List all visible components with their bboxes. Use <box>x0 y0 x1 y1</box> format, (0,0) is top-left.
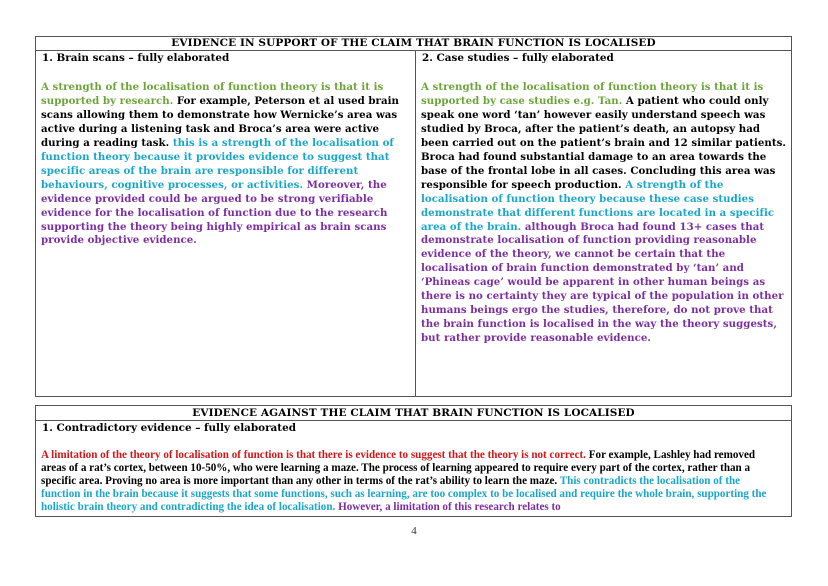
case-studies-heading: 2. Case studies – fully elaborated <box>422 52 614 64</box>
brain-scans-paragraph <box>41 81 411 248</box>
evidence-for-title: EVIDENCE IN SUPPORT OF THE CLAIM THAT BRAIN FUNCTION IS LOCALISED <box>36 37 791 51</box>
case-studies-explanation: A strength of the localisation of function theory because these case studies demonstrate that different functions are located in a specific area of the brain. <box>421 178 775 233</box>
brain-scans-cell <box>36 51 416 396</box>
brain-scans-evidence: For example, Peterson et al used brain scans allowing them to demonstrate how Wernicke’s area was active during a listening task and Broca’s area were active during a reading task. <box>41 94 400 149</box>
evidence-against-table <box>35 405 792 517</box>
evidence-for-columns <box>36 51 791 396</box>
brain-scans-evaluation: Moreover, the evidence provided could be argued to be strong verifiable evidence for the localisation of function due to the research supporting the theory being highly empirical as brain scans provide objective evidence. <box>41 178 388 247</box>
case-studies-point: A strength of the localisation of function theory is that it is supported by case studies e.g. Tan. <box>421 81 764 107</box>
contradictory-evidence-heading: 1. Contradictory evidence – fully elaborated <box>42 422 296 434</box>
contradictory-evidence-cell <box>36 421 791 516</box>
page-number: 4 <box>411 525 417 537</box>
evidence-for-table <box>35 36 792 397</box>
brain-scans-point: A strength of the localisation of function theory is that it is supported by research. <box>41 81 384 107</box>
brain-scans-explanation: this is a strength of the localisation of function theory because it provides evidence to suggest that specific areas of the brain are responsible for different behaviours, cognitive processes, or activities. <box>41 136 394 191</box>
evidence-against-title: EVIDENCE AGAINST THE CLAIM THAT BRAIN FUNCTION IS LOCALISED <box>36 406 791 421</box>
case-studies-cell <box>416 51 791 396</box>
contradictory-evidence-paragraph <box>41 449 781 514</box>
contradictory-evaluation: However, a limitation of this research relates to <box>335 501 561 513</box>
contradictory-point: A limitation of the theory of localisation of function is that there is evidence to suggest that the theory is not correct. <box>41 449 586 461</box>
case-studies-paragraph <box>421 81 787 346</box>
case-studies-evaluation: although Broca had found 13+ cases that demonstrate localisation of function providing reasonable evidence of the theory, we cannot be certain that the localisation of brain function demonstrated by ‘tan’ and ‘Phineas cage’ would be apparent in other human beings as there is no certainty they are typical of the population in other humans beings ergo the studies, therefore, do not prove that the brain function is localised in the way the theory suggests, but rather provide reasonable evidence. <box>421 220 784 345</box>
contradictory-explanation: This contradicts the localisation of the function in the brain because it suggests that some functions, such as learning, are too complex to be localised and require the whole brain, supporting the holistic brain theory and contradicting the idea of localisation. <box>41 475 767 513</box>
case-studies-evidence: A patient who could only speak one word ‘tan’ however easily understand speech was studied by Broca, after the patient’s death, an autopsy had been carried out on the patient’s brain and 12 similar patients. Broca had found substantial damage to an area towards the base of the frontal lobe in all cases. Concluding this area was responsible for speech production. <box>421 94 786 191</box>
contradictory-evidence: For example, Lashley had removed areas of a rat’s cortex, between 10-50%, who were learning a maze. The process of learning appeared to require every part of the cortex, rather than a specific area. Proving no area is more important than any other in terms of the rat’s ability to learn the maze. <box>41 449 756 487</box>
brain-scans-heading: 1. Brain scans – fully elaborated <box>42 52 230 64</box>
